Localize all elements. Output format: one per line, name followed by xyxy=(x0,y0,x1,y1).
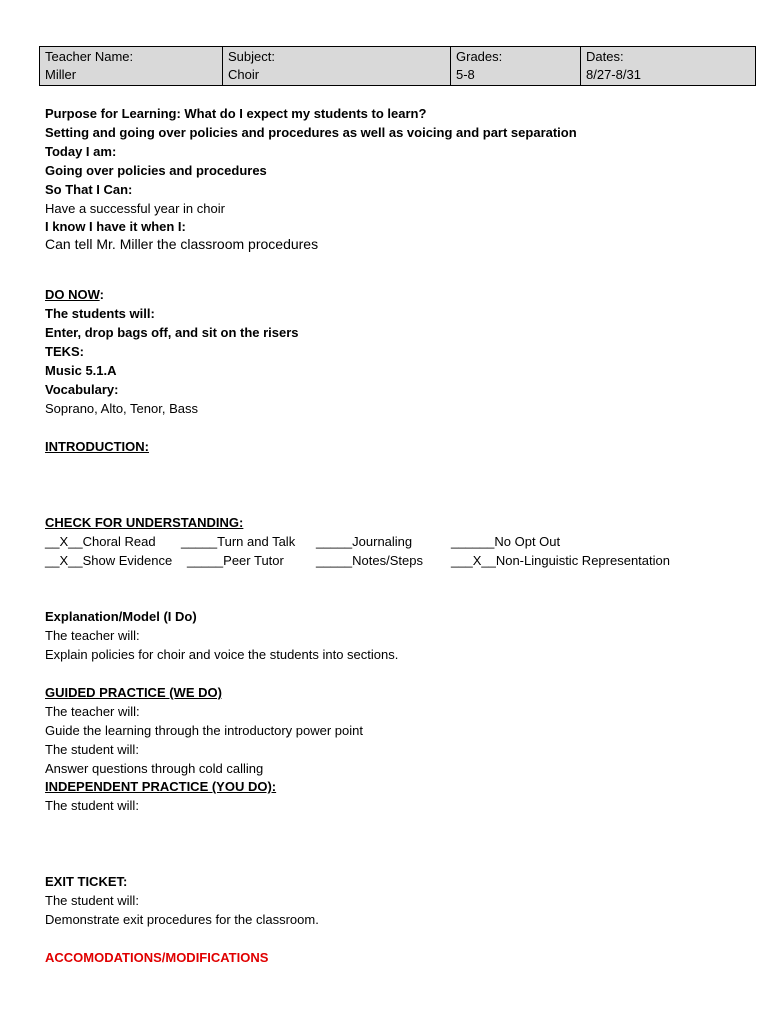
explanation-heading: Explanation/Model (I Do) xyxy=(45,609,197,624)
guided-student-text: Answer questions through cold calling xyxy=(45,761,264,776)
teacher-value: Miller xyxy=(45,67,77,82)
guided-teacher-text: Guide the learning through the introductory power point xyxy=(45,723,363,738)
explanation-text: Explain policies for choir and voice the students into sections. xyxy=(45,647,399,662)
check-item: _____Journaling xyxy=(316,534,413,549)
so-value: Have a successful year in choir xyxy=(45,201,225,216)
subject-label: Subject: xyxy=(228,49,275,64)
exit-section xyxy=(45,872,745,929)
header-table xyxy=(39,46,756,86)
check-item: _____Notes/Steps xyxy=(316,553,423,568)
purpose-question: Purpose for Learning: What do I expect my students to learn? xyxy=(45,106,427,121)
do-now-section xyxy=(45,285,745,418)
teks-value: Music 5.1.A xyxy=(45,363,117,378)
teks-label: TEKS: xyxy=(45,344,84,359)
check-item: _____Turn and Talk xyxy=(181,534,296,549)
check-item: __X__Choral Read xyxy=(45,534,156,549)
guided-heading: GUIDED PRACTICE (WE DO) xyxy=(45,685,222,700)
today-value: Going over policies and procedures xyxy=(45,163,267,178)
purpose-answer: Setting and going over policies and procedures as well as voicing and part separation xyxy=(45,125,577,140)
check-heading-wrap xyxy=(45,513,745,532)
dates-value: 8/27-8/31 xyxy=(586,67,641,82)
dates-label: Dates: xyxy=(586,49,624,64)
know-label: I know I have it when I: xyxy=(45,219,186,234)
do-now-heading-line xyxy=(45,285,745,304)
purpose-section xyxy=(45,104,745,254)
know-value: Can tell Mr. Miller the classroom procedures xyxy=(45,236,319,252)
accommodations-section xyxy=(45,948,745,967)
grades-value: 5-8 xyxy=(456,67,475,82)
grades-label: Grades: xyxy=(456,49,503,64)
dates-cell xyxy=(581,47,756,86)
grades-cell xyxy=(451,47,581,86)
exit-heading: EXIT TICKET: xyxy=(45,874,128,889)
introduction-heading: INTRODUCTION: xyxy=(45,439,149,454)
do-now-colon: : xyxy=(99,287,104,302)
explanation-teacher-will: The teacher will: xyxy=(45,628,140,643)
subject-cell xyxy=(223,47,451,86)
check-item: ___X__Non-Linguistic Representation xyxy=(451,553,670,568)
vocab-value: Soprano, Alto, Tenor, Bass xyxy=(45,401,198,416)
independent-heading: INDEPENDENT PRACTICE (YOU DO): xyxy=(45,779,277,794)
guided-teacher-will: The teacher will: xyxy=(45,704,140,719)
so-label: So That I Can: xyxy=(45,182,133,197)
exit-student-will: The student will: xyxy=(45,893,139,908)
check-item: __X__Show Evidence xyxy=(45,553,173,568)
accommodations-heading: ACCOMODATIONS/MODIFICATIONS xyxy=(45,950,269,965)
do-now-students-will: The students will: xyxy=(45,306,155,321)
check-item: ______No Opt Out xyxy=(451,534,561,549)
check-item: _____Peer Tutor xyxy=(187,553,284,568)
today-label: Today I am: xyxy=(45,144,117,159)
check-heading: CHECK FOR UNDERSTANDING: xyxy=(45,515,244,530)
teacher-cell xyxy=(40,47,223,86)
subject-value: Choir xyxy=(228,67,260,82)
vocab-label: Vocabulary: xyxy=(45,382,119,397)
introduction-section xyxy=(45,437,745,456)
independent-student-will: The student will: xyxy=(45,798,139,813)
do-now-heading: DO NOW xyxy=(45,287,100,302)
do-now-action: Enter, drop bags off, and sit on the risers xyxy=(45,325,299,340)
guided-section xyxy=(45,683,745,815)
explanation-section xyxy=(45,607,745,664)
teacher-label: Teacher Name: xyxy=(45,49,134,64)
guided-student-will: The student will: xyxy=(45,742,139,757)
exit-text: Demonstrate exit procedures for the classroom. xyxy=(45,912,319,927)
